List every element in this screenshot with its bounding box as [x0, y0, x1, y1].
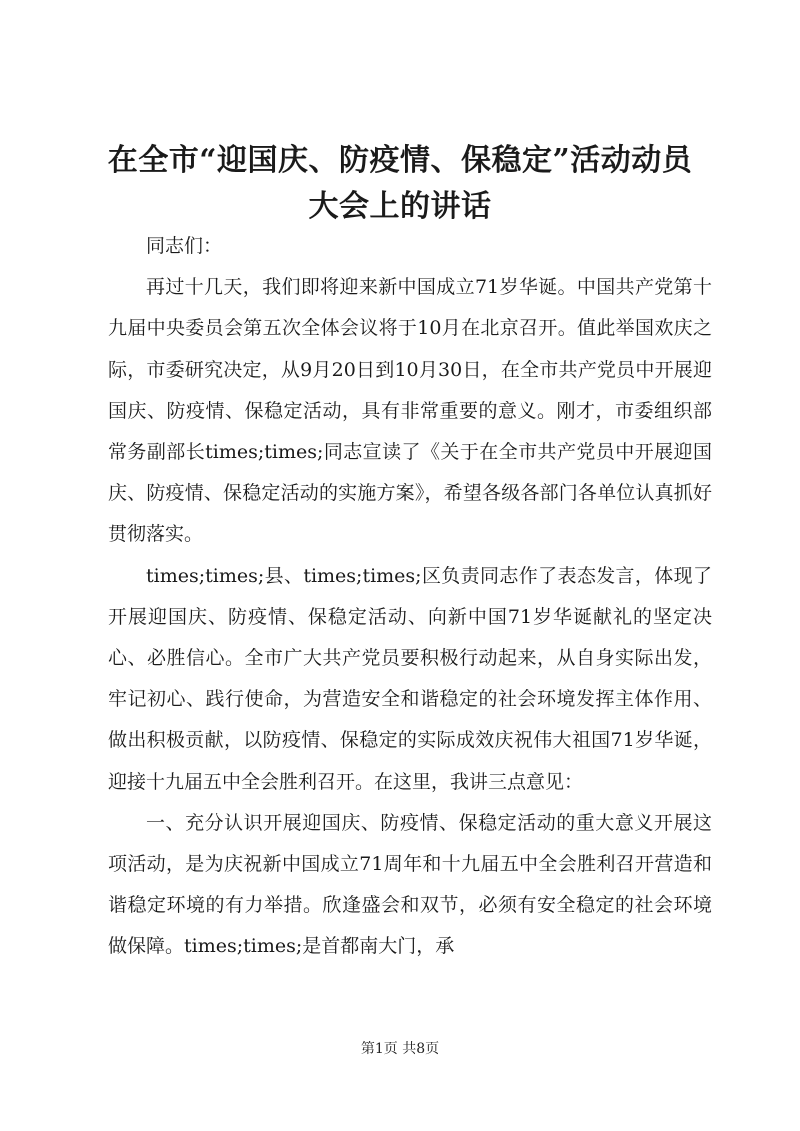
- paragraph-2: times;times;县、times;times;区负责同志作了表态发言，体现了开展迎国庆、防疫情、保稳定活动、向新中国71岁华诞献礼的坚定决心、必胜信心。全市广大共产党员要积极行动起来，从自身实际出发，牢记初心、践行使命，为营造安全和谐稳定的社会环境发挥主体作用、做出积极贡献，以防疫情、保稳定的实际成效庆祝伟大祖国71岁华诞，迎接十九届五中全会胜利召开。在这里，我讲三点意见：: [108, 564, 712, 793]
- page-footer: 第1页 共8页: [360, 1041, 440, 1057]
- document-body: [108, 226, 712, 968]
- title-line-2: 大会上的讲话: [308, 189, 492, 224]
- paragraph-1: 再过十几天，我们即将迎来新中国成立71岁华诞。中国共产党第十九届中央委员会第五次全体会议将于10月在北京召开。值此举国欢庆之际，市委研究决定，从9月20日到10月30日，在全市共产党员中开展迎国庆、防疫情、保稳定活动，具有非常重要的意义。刚才，市委组织部常务副部长times;times;同志宣读了《关于在全市共产党员中开展迎国庆、防疫情、保稳定活动的实施方案》，希望各级各部门各单位认真抓好贯彻落实。: [108, 276, 712, 546]
- title-line-1: 在全市“迎国庆、防疫情、保稳定”活动动员: [107, 143, 693, 178]
- document-title: [90, 138, 710, 230]
- paragraph-3: 一、充分认识开展迎国庆、防疫情、保稳定活动的重大意义开展这项活动，是为庆祝新中国成立71周年和十九届五中全会胜利召开营造和谐稳定环境的有力举措。欣逢盛会和双节，必须有安全稳定的社会环境做保障。times;times;是首都南大门，承: [108, 811, 712, 958]
- salutation: 同志们：: [146, 235, 223, 257]
